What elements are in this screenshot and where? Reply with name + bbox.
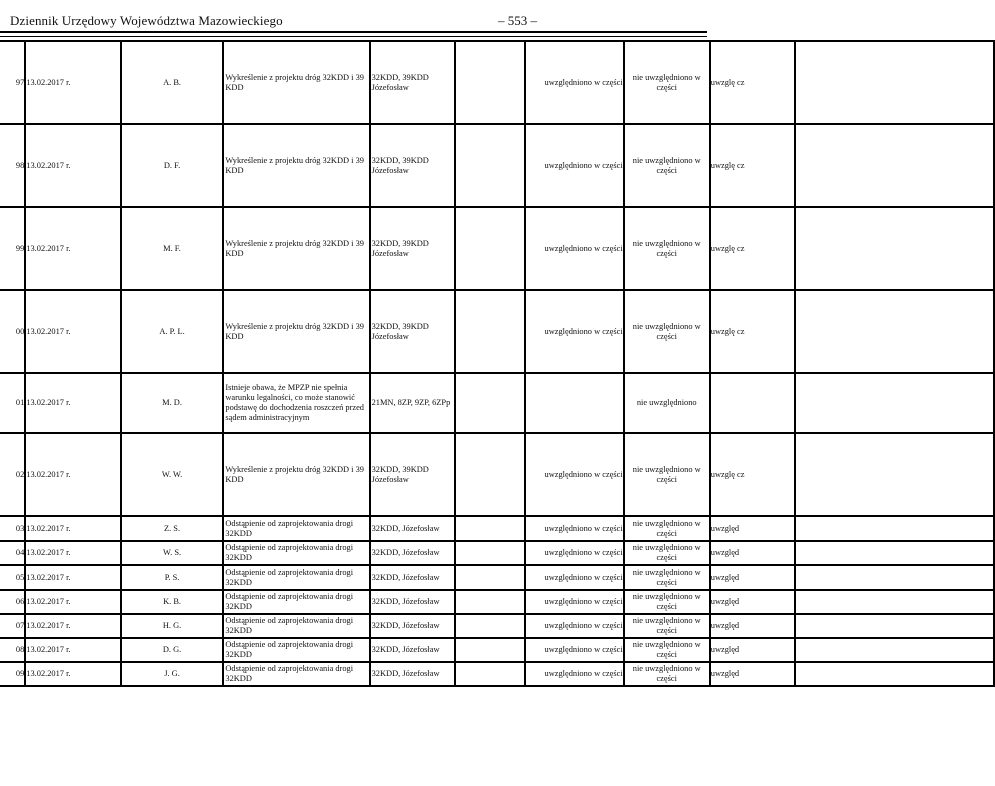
table-row [0, 638, 994, 662]
empty-cell [455, 614, 526, 638]
remark-subject-text: Wykreślenie z projektu dróg 32KDD i 39 KDD [225, 155, 364, 175]
empty-cell [455, 290, 526, 373]
remark-subject [223, 41, 369, 124]
submission-date: 13.02.2017 r. [25, 614, 120, 638]
empty-cell [455, 541, 526, 565]
page-header [0, 0, 707, 40]
row-number: 97 [0, 41, 25, 124]
applicant-initials: D. G. [121, 638, 224, 662]
continuation-cell [795, 373, 994, 433]
plan-area-text: 32KDD, Józefosław [371, 572, 440, 582]
plan-area [370, 373, 455, 433]
submission-date: 13.02.2017 r. [25, 662, 120, 686]
continuation-cell [795, 124, 994, 207]
empty-cell [455, 207, 526, 290]
table-row [0, 590, 994, 614]
submission-date: 13.02.2017 r. [25, 638, 120, 662]
row-number: 99 [0, 207, 25, 290]
applicant-initials: M. F. [121, 207, 224, 290]
continuation-cell [795, 433, 994, 516]
decision-mayor: uwzględniono w części [525, 290, 624, 373]
plan-area [370, 41, 455, 124]
plan-area [370, 207, 455, 290]
continuation-cell [795, 516, 994, 541]
remark-subject [223, 662, 369, 686]
table-row [0, 207, 994, 290]
applicant-initials: H. G. [121, 614, 224, 638]
plan-area-text: 32KDD, 39KDD Józefosław [371, 464, 429, 484]
empty-cell [455, 433, 526, 516]
continuation-cell [795, 290, 994, 373]
decision-council: nie uwzględniono w części [624, 290, 710, 373]
empty-cell [455, 662, 526, 686]
plan-area-text: 21MN, 8ZP, 9ZP, 6ZPp [371, 398, 451, 408]
plan-area-text: 32KDD, 39KDD Józefosław [371, 72, 429, 92]
decision-council: nie uwzględniono w części [624, 433, 710, 516]
remarks-table-container [0, 40, 745, 690]
remark-subject-text: Odstąpienie od zaprojektowania drogi 32KDD [225, 518, 354, 538]
submission-date: 13.02.2017 r. [25, 516, 120, 541]
page-number: – 553 – [498, 13, 537, 28]
decision-mayor: uwzględniono w części [525, 124, 624, 207]
plan-area [370, 124, 455, 207]
table-row [0, 41, 994, 124]
continuation-cell [795, 614, 994, 638]
continuation-cell [795, 565, 994, 590]
continuation-cell [795, 590, 994, 614]
remark-subject-text: Odstąpienie od zaprojektowania drogi 32KDD [225, 592, 354, 611]
remark-subject [223, 614, 369, 638]
table-row [0, 565, 994, 590]
remark-subject [223, 124, 369, 207]
remark-subject-text: Odstąpienie od zaprojektowania drogi 32KDD [225, 664, 354, 683]
decision-council: nie uwzględniono w części [624, 541, 710, 565]
table-row [0, 614, 994, 638]
plan-area-text: 32KDD, Józefosław [371, 523, 440, 533]
row-number: 09 [0, 662, 25, 686]
submission-date: 13.02.2017 r. [25, 565, 120, 590]
remark-subject [223, 433, 369, 516]
table-row [0, 290, 994, 373]
journal-title: Dziennik Urzędowy Województwa Mazowieckiego [10, 13, 283, 28]
row-number: 02 [0, 433, 25, 516]
row-number: 01 [0, 373, 25, 433]
plan-area-text: 32KDD, Józefosław [371, 597, 440, 607]
table-row [0, 516, 994, 541]
plan-area [370, 638, 455, 662]
applicant-initials: M. D. [121, 373, 224, 433]
remark-subject [223, 565, 369, 590]
decision-council: nie uwzględniono w części [624, 662, 710, 686]
decision-council: nie uwzględniono [624, 373, 710, 433]
plan-area [370, 565, 455, 590]
empty-cell [455, 565, 526, 590]
decision-council: nie uwzględniono w części [624, 516, 710, 541]
row-number: 06 [0, 590, 25, 614]
decision-note: uwzględ [710, 638, 795, 662]
header-rule-thin [0, 36, 707, 37]
submission-date: 13.02.2017 r. [25, 373, 120, 433]
applicant-initials: Z. S. [121, 516, 224, 541]
applicant-initials: A. B. [121, 41, 224, 124]
decision-note: uwzglę cz [710, 41, 795, 124]
row-number: 07 [0, 614, 25, 638]
decision-note: uwzględ [710, 516, 795, 541]
plan-area [370, 516, 455, 541]
remark-subject [223, 290, 369, 373]
applicant-initials: W. S. [121, 541, 224, 565]
continuation-cell [795, 638, 994, 662]
applicant-initials: D. F. [121, 124, 224, 207]
decision-council: nie uwzględniono w części [624, 614, 710, 638]
decision-mayor: uwzględniono w części [525, 207, 624, 290]
decision-council: nie uwzględniono w części [624, 565, 710, 590]
decision-note: uwzględ [710, 662, 795, 686]
empty-cell [455, 516, 526, 541]
empty-cell [455, 373, 526, 433]
decision-note: uwzględ [710, 565, 795, 590]
decision-note: uwzglę cz [710, 207, 795, 290]
remark-subject [223, 207, 369, 290]
decision-note [710, 373, 795, 433]
decision-mayor [525, 373, 624, 433]
empty-cell [455, 124, 526, 207]
plan-area [370, 662, 455, 686]
decision-council: nie uwzględniono w części [624, 207, 710, 290]
plan-area [370, 433, 455, 516]
row-number: 03 [0, 516, 25, 541]
continuation-cell [795, 662, 994, 686]
remark-subject-text: Odstąpienie od zaprojektowania drogi 32KDD [225, 567, 354, 587]
submission-date: 13.02.2017 r. [25, 590, 120, 614]
decision-note: uwzglę cz [710, 290, 795, 373]
applicant-initials: P. S. [121, 565, 224, 590]
remark-subject [223, 541, 369, 565]
decision-mayor: uwzględniono w części [525, 638, 624, 662]
remark-subject-text: Wykreślenie z projektu dróg 32KDD i 39 KDD [225, 238, 364, 258]
plan-area-text: 32KDD, 39KDD Józefosław [371, 321, 429, 341]
decision-mayor: uwzględniono w części [525, 541, 624, 565]
row-number: 08 [0, 638, 25, 662]
decision-mayor: uwzględniono w części [525, 565, 624, 590]
decision-note: uwzględ [710, 541, 795, 565]
submission-date: 13.02.2017 r. [25, 41, 120, 124]
plan-area-text: 32KDD, Józefosław [371, 621, 440, 631]
decision-council: nie uwzględniono w części [624, 590, 710, 614]
continuation-cell [795, 41, 994, 124]
plan-area-text: 32KDD, Józefosław [371, 548, 440, 558]
decision-council: nie uwzględniono w części [624, 638, 710, 662]
applicant-initials: J. G. [121, 662, 224, 686]
decision-mayor: uwzględniono w części [525, 662, 624, 686]
table-row [0, 541, 994, 565]
remark-subject [223, 638, 369, 662]
plan-area [370, 541, 455, 565]
remark-subject [223, 516, 369, 541]
remark-subject-text: Istnieje obawa, że MPZP nie spełnia warunku legalności, co może stanowić podstawę do dochodzenia roszczeń przed sądem administracyjnym [225, 383, 364, 422]
continuation-cell [795, 541, 994, 565]
table-row [0, 373, 994, 433]
table-row [0, 124, 994, 207]
submission-date: 13.02.2017 r. [25, 207, 120, 290]
plan-area [370, 614, 455, 638]
applicant-initials: A. P. L. [121, 290, 224, 373]
remarks-table [0, 40, 995, 687]
empty-cell [455, 638, 526, 662]
remark-subject-text: Wykreślenie z projektu dróg 32KDD i 39 KDD [225, 72, 364, 92]
table-row [0, 662, 994, 686]
decision-mayor: uwzględniono w części [525, 590, 624, 614]
table-row [0, 433, 994, 516]
remark-subject [223, 373, 369, 433]
submission-date: 13.02.2017 r. [25, 433, 120, 516]
decision-mayor: uwzględniono w części [525, 41, 624, 124]
row-number: 04 [0, 541, 25, 565]
remark-subject-text: Odstąpienie od zaprojektowania drogi 32KDD [225, 640, 354, 659]
continuation-cell [795, 207, 994, 290]
decision-note: uwzglę cz [710, 433, 795, 516]
submission-date: 13.02.2017 r. [25, 541, 120, 565]
applicant-initials: K. B. [121, 590, 224, 614]
empty-cell [455, 590, 526, 614]
remark-subject-text: Odstąpienie od zaprojektowania drogi 32KDD [225, 543, 354, 562]
applicant-initials: W. W. [121, 433, 224, 516]
decision-mayor: uwzględniono w części [525, 516, 624, 541]
decision-note: uwzględ [710, 614, 795, 638]
decision-council: nie uwzględniono w części [624, 41, 710, 124]
decision-mayor: uwzględniono w części [525, 614, 624, 638]
header-rule-thick [0, 31, 707, 33]
plan-area-text: 32KDD, Józefosław [371, 645, 440, 655]
remark-subject-text: Wykreślenie z projektu dróg 32KDD i 39 KDD [225, 321, 364, 341]
plan-area-text: 32KDD, 39KDD Józefosław [371, 155, 429, 175]
remark-subject [223, 590, 369, 614]
decision-note: uwzglę cz [710, 124, 795, 207]
plan-area-text: 32KDD, 39KDD Józefosław [371, 238, 429, 258]
remark-subject-text: Odstąpienie od zaprojektowania drogi 32KDD [225, 616, 354, 635]
decision-council: nie uwzględniono w części [624, 124, 710, 207]
row-number: 98 [0, 124, 25, 207]
row-number: 05 [0, 565, 25, 590]
row-number: 00 [0, 290, 25, 373]
table-body [0, 41, 994, 686]
submission-date: 13.02.2017 r. [25, 290, 120, 373]
decision-note: uwzględ [710, 590, 795, 614]
remark-subject-text: Wykreślenie z projektu dróg 32KDD i 39 KDD [225, 464, 364, 484]
decision-mayor: uwzględniono w części [525, 433, 624, 516]
plan-area-text: 32KDD, Józefosław [371, 669, 440, 679]
empty-cell [455, 41, 526, 124]
plan-area [370, 590, 455, 614]
plan-area [370, 290, 455, 373]
submission-date: 13.02.2017 r. [25, 124, 120, 207]
